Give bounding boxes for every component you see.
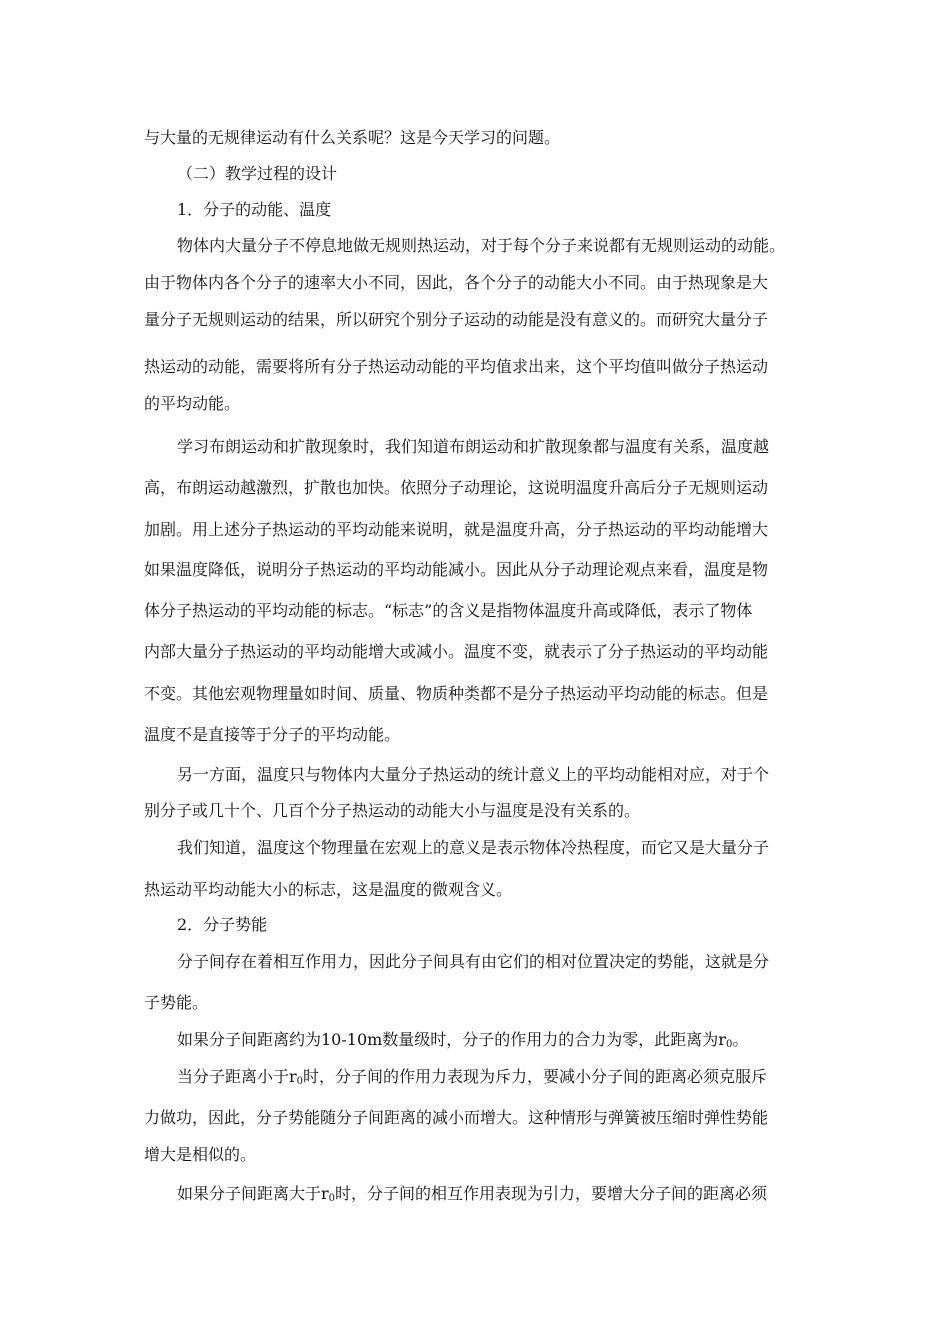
subsection-heading: 1．分子的动能、温度 <box>177 200 332 219</box>
text-run: 时，分子间的作用力表现为斥力，要减小分子间的距离必须克服斥 <box>303 1067 768 1086</box>
paragraph-line: 由于物体内各个分子的速率大小不同，因此，各个分子的动能大小不同。由于热现象是大 <box>144 273 769 292</box>
text-run: 时，分子间的相互作用表现为引力，要增大分子间的距离必须 <box>335 1184 768 1203</box>
text-run: 如果分子间距离约为10-10m数量级时，分子的作用力的合力为零，此距离为r <box>177 1030 726 1049</box>
section-heading: （二）教学过程的设计 <box>177 164 338 183</box>
paragraph-line: 与大量的无规律运动有什么关系呢？这是今天学习的问题。 <box>144 128 561 147</box>
paragraph-line: 子势能。 <box>144 993 209 1012</box>
paragraph-line: 另一方面，温度只与物体内大量分子热运动的统计意义上的平均动能相对应，对于个 <box>177 765 770 784</box>
subscript: 0 <box>296 1076 304 1087</box>
paragraph-line <box>0 1030 950 1055</box>
paragraph-line: 别分子或几十个、几百个分子热运动的动能大小与温度是没有关系的。 <box>144 801 641 820</box>
paragraph-line: 高，布朗运动越激烈，扩散也加快。依照分子动理论，这说明温度升高后分子无规则运动 <box>144 478 769 497</box>
subsection-heading: 2．分子势能 <box>177 915 268 934</box>
paragraph-line: 热运动平均动能大小的标志，这是温度的微观含义。 <box>144 880 513 899</box>
paragraph-line: 量分子无规则运动的结果，所以研究个别分子运动的动能是没有意义的。而研究大量分子 <box>144 310 769 329</box>
paragraph-line: 热运动的动能，需要将所有分子热运动动能的平均值求出来，这个平均值叫做分子热运动 <box>144 357 769 376</box>
paragraph-line <box>0 1067 950 1092</box>
text-run: 。 <box>732 1030 749 1049</box>
paragraph-line: 分子间存在着相互作用力，因此分子间具有由它们的相对位置决定的势能，这就是分 <box>177 952 770 971</box>
paragraph-line: 内部大量分子热运动的平均动能增大或减小。温度不变，就表示了分子热运动的平均动能 <box>144 642 769 661</box>
paragraph-line: 增大是相似的。 <box>144 1145 257 1164</box>
subscript: 0 <box>725 1039 733 1050</box>
paragraph-line: 我们知道，温度这个物理量在宏观上的意义是表示物体冷热程度，而它又是大量分子 <box>177 838 770 857</box>
text-run: 如果分子间距离大于r <box>177 1184 329 1203</box>
paragraph-line: 如果温度降低，说明分子热运动的平均动能减小。因此从分子动理论观点来看，温度是物 <box>144 560 769 579</box>
paragraph-line: 学习布朗运动和扩散现象时，我们知道布朗运动和扩散现象都与温度有关系，温度越 <box>177 437 770 456</box>
paragraph-line: 温度不是直接等于分子的平均动能。 <box>144 725 401 744</box>
paragraph-line: 体分子热运动的平均动能的标志。“标志”的含义是指物体温度升高或降低，表示了物体 <box>144 601 753 620</box>
paragraph-line: 的平均动能。 <box>144 394 241 413</box>
text-run: 当分子距离小于r <box>177 1067 297 1086</box>
paragraph-line: 力做功，因此，分子势能随分子间距离的减小而增大。这种情形与弹簧被压缩时弹性势能 <box>144 1108 769 1127</box>
subscript: 0 <box>328 1193 336 1204</box>
paragraph-line: 加剧。用上述分子热运动的平均动能来说明，就是温度升高，分子热运动的平均动能增大 <box>144 520 769 539</box>
paragraph-line: 不变。其他宏观物理量如时间、质量、物质种类都不是分子热运动平均动能的标志。但是 <box>144 684 769 703</box>
paragraph-line: 物体内大量分子不停息地做无规则热运动，对于每个分子来说都有无规则运动的动能。 <box>177 236 786 255</box>
paragraph-line <box>0 1184 950 1209</box>
